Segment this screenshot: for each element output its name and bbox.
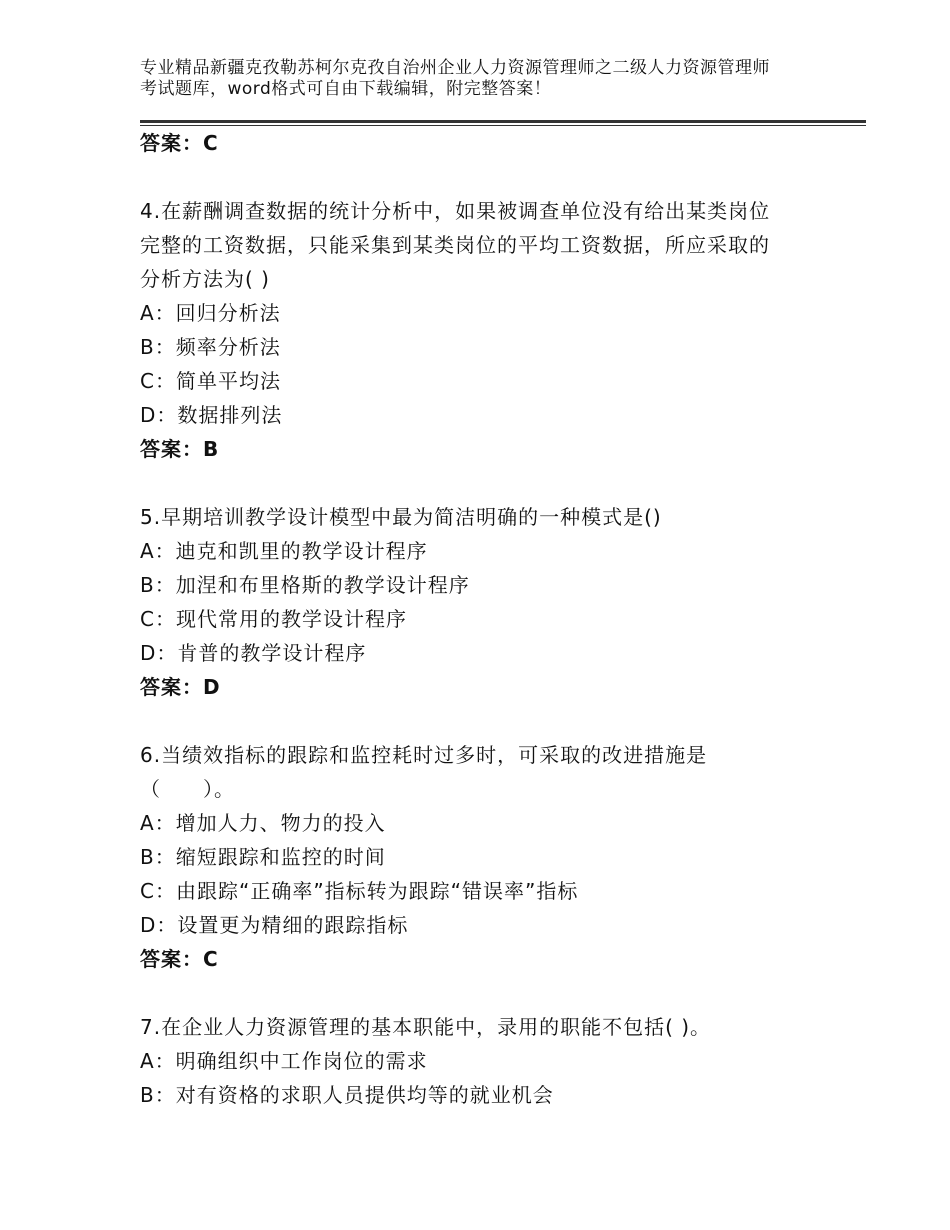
header-line-2: 考试题库，word格式可自由下载编辑，附完整答案！ bbox=[140, 79, 552, 99]
document-body bbox=[140, 126, 850, 1112]
question-5 bbox=[140, 500, 850, 704]
question-6-option-b: B：缩短跟踪和监控的时间 bbox=[140, 845, 386, 869]
question-7-option-a: A：明确组织中工作岗位的需求 bbox=[140, 1049, 428, 1073]
answer-q3: 答案：C bbox=[140, 131, 219, 155]
question-4-line-3: 分析方法为( ) bbox=[140, 267, 270, 291]
header-line-1: 专业精品新疆克孜勒苏柯尔克孜自治州企业人力资源管理师之二级人力资源管理师 bbox=[140, 58, 770, 78]
question-6-option-a: A：增加人力、物力的投入 bbox=[140, 811, 386, 835]
question-4-option-c: C：简单平均法 bbox=[140, 369, 281, 393]
question-6 bbox=[140, 738, 850, 976]
question-6-option-c: C：由跟踪“正确率”指标转为跟踪“错误率”指标 bbox=[140, 879, 579, 903]
question-4-option-b: B：频率分析法 bbox=[140, 335, 281, 359]
question-5-option-c: C：现代常用的教学设计程序 bbox=[140, 607, 407, 631]
answer-q5: 答案：D bbox=[140, 675, 221, 699]
question-6-line-2: （ ）。 bbox=[140, 777, 235, 801]
question-5-option-d: D：肯普的教学设计程序 bbox=[140, 641, 367, 665]
question-4-line-1: 4.在薪酬调查数据的统计分析中，如果被调查单位没有给出某类岗位 bbox=[140, 199, 771, 223]
question-7 bbox=[140, 1010, 850, 1112]
question-6-option-d: D：设置更为精细的跟踪指标 bbox=[140, 913, 409, 937]
question-4-option-d: D：数据排列法 bbox=[140, 403, 283, 427]
question-5-option-a: A：迪克和凯里的教学设计程序 bbox=[140, 539, 428, 563]
question-4 bbox=[140, 194, 850, 466]
question-6-line-1: 6.当绩效指标的跟踪和监控耗时过多时，可采取的改进措施是 bbox=[140, 743, 708, 767]
answer-q4: 答案：B bbox=[140, 437, 220, 461]
question-4-option-a: A：回归分析法 bbox=[140, 301, 281, 325]
document-header bbox=[140, 58, 840, 100]
answer-q6: 答案：C bbox=[140, 947, 219, 971]
question-5-option-b: B：加涅和布里格斯的教学设计程序 bbox=[140, 573, 470, 597]
question-7-line-1: 7.在企业人力资源管理的基本职能中，录用的职能不包括( )。 bbox=[140, 1015, 712, 1039]
question-4-line-2: 完整的工资数据，只能采集到某类岗位的平均工资数据，所应采取的 bbox=[140, 233, 770, 257]
question-7-option-b: B：对有资格的求职人员提供均等的就业机会 bbox=[140, 1083, 554, 1107]
header-rule-thick bbox=[140, 120, 866, 123]
question-5-line-1: 5.早期培训教学设计模型中最为简洁明确的一种模式是() bbox=[140, 505, 662, 529]
